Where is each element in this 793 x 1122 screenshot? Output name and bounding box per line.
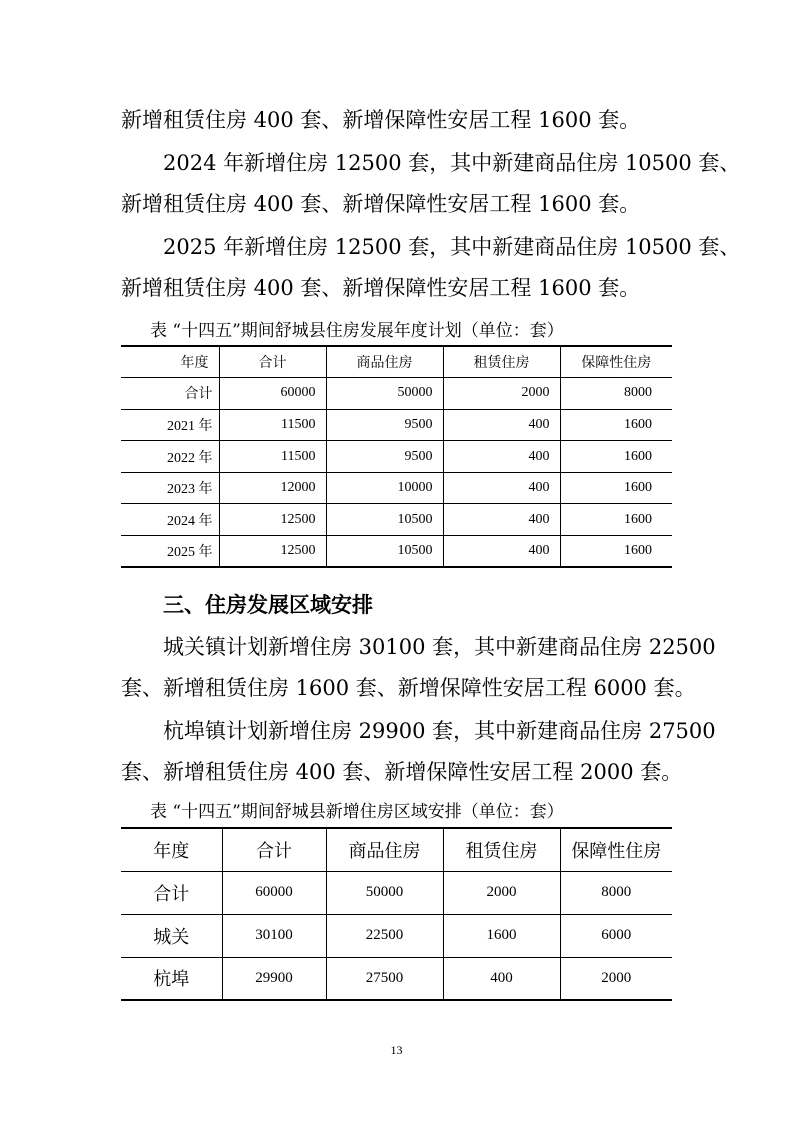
table-cell: 合计 xyxy=(121,378,219,410)
table2-caption: 表 “十四五”期间舒城县新增住房区域安排（单位：套） xyxy=(150,802,564,822)
header-cell: 合计 xyxy=(222,828,326,871)
table-cell: 1600 xyxy=(443,914,560,957)
table-cell: 1600 xyxy=(560,409,672,441)
table-cell: 9500 xyxy=(326,409,443,441)
paragraph-line: 新增租赁住房 400 套、新增保障性安居工程 1600 套。 xyxy=(121,192,641,216)
table-row xyxy=(121,871,672,914)
paragraph-line: 2025 年新增住房 12500 套，其中新建商品住房 10500 套、 xyxy=(163,235,741,259)
table-header-row xyxy=(121,346,672,378)
table-cell: 1600 xyxy=(560,472,672,504)
table-cell: 10500 xyxy=(326,504,443,536)
table-cell: 6000 xyxy=(560,914,672,957)
table-row xyxy=(121,957,672,1000)
table-header-row xyxy=(121,828,672,871)
table-cell: 400 xyxy=(443,504,560,536)
table-cell: 12000 xyxy=(219,472,326,504)
table-cell: 合计 xyxy=(121,871,222,914)
paragraph-line: 城关镇计划新增住房 30100 套，其中新建商品住房 22500 xyxy=(163,635,716,659)
paragraph-line: 套、新增租赁住房 1600 套、新增保障性安居工程 6000 套。 xyxy=(121,676,696,700)
table-cell: 400 xyxy=(443,957,560,1000)
table-cell: 30100 xyxy=(222,914,326,957)
table-cell: 400 xyxy=(443,409,560,441)
paragraph-line: 杭埠镇计划新增住房 29900 套，其中新建商品住房 27500 xyxy=(163,719,716,743)
table-cell: 400 xyxy=(443,441,560,473)
paragraph-line: 套、新增租赁住房 400 套、新增保障性安居工程 2000 套。 xyxy=(121,760,683,784)
header-cell: 保障性住房 xyxy=(560,346,672,378)
regional-plan-table xyxy=(121,827,672,1001)
table-cell: 22500 xyxy=(326,914,443,957)
table-cell: 1600 xyxy=(560,504,672,536)
table-row xyxy=(121,441,672,473)
table-cell: 60000 xyxy=(219,378,326,410)
header-cell: 租赁住房 xyxy=(443,346,560,378)
header-cell: 年度 xyxy=(121,828,222,871)
table-cell: 400 xyxy=(443,472,560,504)
header-cell: 商品住房 xyxy=(326,828,443,871)
section-heading: 三、住房发展区域安排 xyxy=(163,592,373,617)
table-cell: 11500 xyxy=(219,441,326,473)
header-cell: 年度 xyxy=(121,346,219,378)
table-cell: 2000 xyxy=(443,378,560,410)
table-cell: 8000 xyxy=(560,871,672,914)
table-row xyxy=(121,504,672,536)
paragraph-line: 新增租赁住房 400 套、新增保障性安居工程 1600 套。 xyxy=(121,108,641,132)
table-cell: 2024 年 xyxy=(121,504,219,536)
table-cell: 城关 xyxy=(121,914,222,957)
table-cell: 10500 xyxy=(326,536,443,568)
page-number: 13 xyxy=(390,1043,403,1057)
table-cell: 50000 xyxy=(326,378,443,410)
table-cell: 10000 xyxy=(326,472,443,504)
table-cell: 400 xyxy=(443,536,560,568)
table-cell: 2021 年 xyxy=(121,409,219,441)
header-cell: 合计 xyxy=(219,346,326,378)
table-cell: 27500 xyxy=(326,957,443,1000)
table-cell: 2000 xyxy=(560,957,672,1000)
header-cell: 租赁住房 xyxy=(443,828,560,871)
table-cell: 50000 xyxy=(326,871,443,914)
table-cell: 杭埠 xyxy=(121,957,222,1000)
table-row xyxy=(121,914,672,957)
table-cell: 2022 年 xyxy=(121,441,219,473)
table-cell: 60000 xyxy=(222,871,326,914)
table-cell: 12500 xyxy=(219,504,326,536)
table-row xyxy=(121,472,672,504)
paragraph-line: 新增租赁住房 400 套、新增保障性安居工程 1600 套。 xyxy=(121,276,641,300)
table-cell: 2025 年 xyxy=(121,536,219,568)
table-cell: 1600 xyxy=(560,536,672,568)
table-cell: 29900 xyxy=(222,957,326,1000)
header-cell: 保障性住房 xyxy=(560,828,672,871)
table-cell: 11500 xyxy=(219,409,326,441)
paragraph-line: 2024 年新增住房 12500 套，其中新建商品住房 10500 套、 xyxy=(163,151,741,175)
table-cell: 8000 xyxy=(560,378,672,410)
table-cell: 9500 xyxy=(326,441,443,473)
table-row xyxy=(121,536,672,568)
table1-caption: 表 “十四五”期间舒城县住房发展年度计划（单位：套） xyxy=(150,321,564,341)
table-cell: 12500 xyxy=(219,536,326,568)
table-cell: 2000 xyxy=(443,871,560,914)
table-cell: 1600 xyxy=(560,441,672,473)
table-row xyxy=(121,409,672,441)
table-row xyxy=(121,378,672,410)
table-cell: 2023 年 xyxy=(121,472,219,504)
annual-plan-table xyxy=(121,345,672,568)
header-cell: 商品住房 xyxy=(326,346,443,378)
